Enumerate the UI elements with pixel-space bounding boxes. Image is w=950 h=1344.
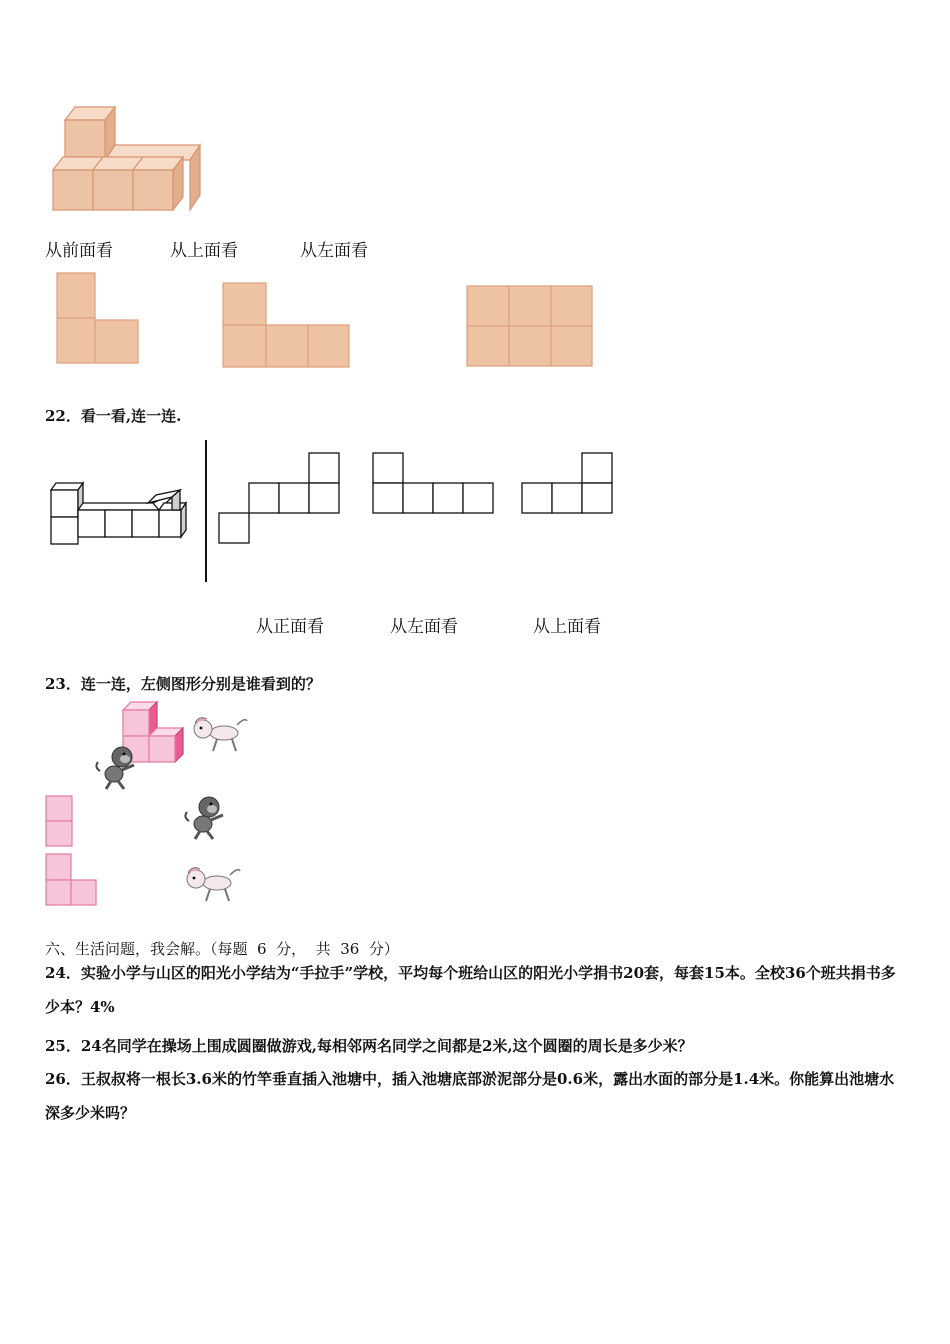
q22-view-c[interactable] <box>522 453 617 518</box>
q22-title: 22．看一看,连一连. <box>45 407 182 425</box>
q22-label-left[interactable]: 从左面看 <box>390 617 458 637</box>
monkey-icon <box>183 793 229 841</box>
top-view-shape <box>223 283 353 373</box>
dog-icon <box>183 863 241 905</box>
divider-line <box>205 440 207 582</box>
question-24: 24．实验小学与山区的阳光小学结为“手拉手”学校，平均每个班给山区的阳光小学捐书20套，每套15本。全校36个班共捐书多少本？4% <box>45 964 896 1016</box>
q23-l-shape-view[interactable] <box>45 853 100 908</box>
dog-icon <box>190 713 248 755</box>
view-label-left: 从左面看 <box>300 241 368 261</box>
q22-label-front[interactable]: 从正面看 <box>256 617 324 637</box>
q23-title: 23．连一连，左侧图形分别是谁看到的？ <box>45 675 321 693</box>
view-label-top: 从上面看 <box>170 241 238 261</box>
q22-view-a[interactable] <box>219 453 344 548</box>
monkey-icon <box>94 743 140 791</box>
q23-two-stack-view[interactable] <box>45 795 75 850</box>
q22-3d-figure <box>48 480 188 550</box>
question-25: 25．24名同学在操场上围成圆圈做游戏,每相邻两名同学之间都是2米,这个圆圈的周长是多少米？ <box>45 1037 693 1055</box>
q22-label-top[interactable]: 从上面看 <box>533 617 601 637</box>
front-view-shape <box>57 273 147 368</box>
left-view-shape <box>467 286 597 371</box>
section6-title: 六、生活问题，我会解。（每题 6 分， 共 36 分） <box>45 940 399 958</box>
view-label-front: 从前面看 <box>45 241 113 261</box>
question-26: 26．王叔叔将一根长3.6米的竹竿垂直插入池塘中，插入池塘底部淤泥部分是0.6米，露出水面的部分是1.4米。你能算出池塘水深多少米吗？ <box>45 1070 895 1122</box>
q22-view-b[interactable] <box>373 453 498 518</box>
cube-stack-3d-figure <box>50 105 210 220</box>
